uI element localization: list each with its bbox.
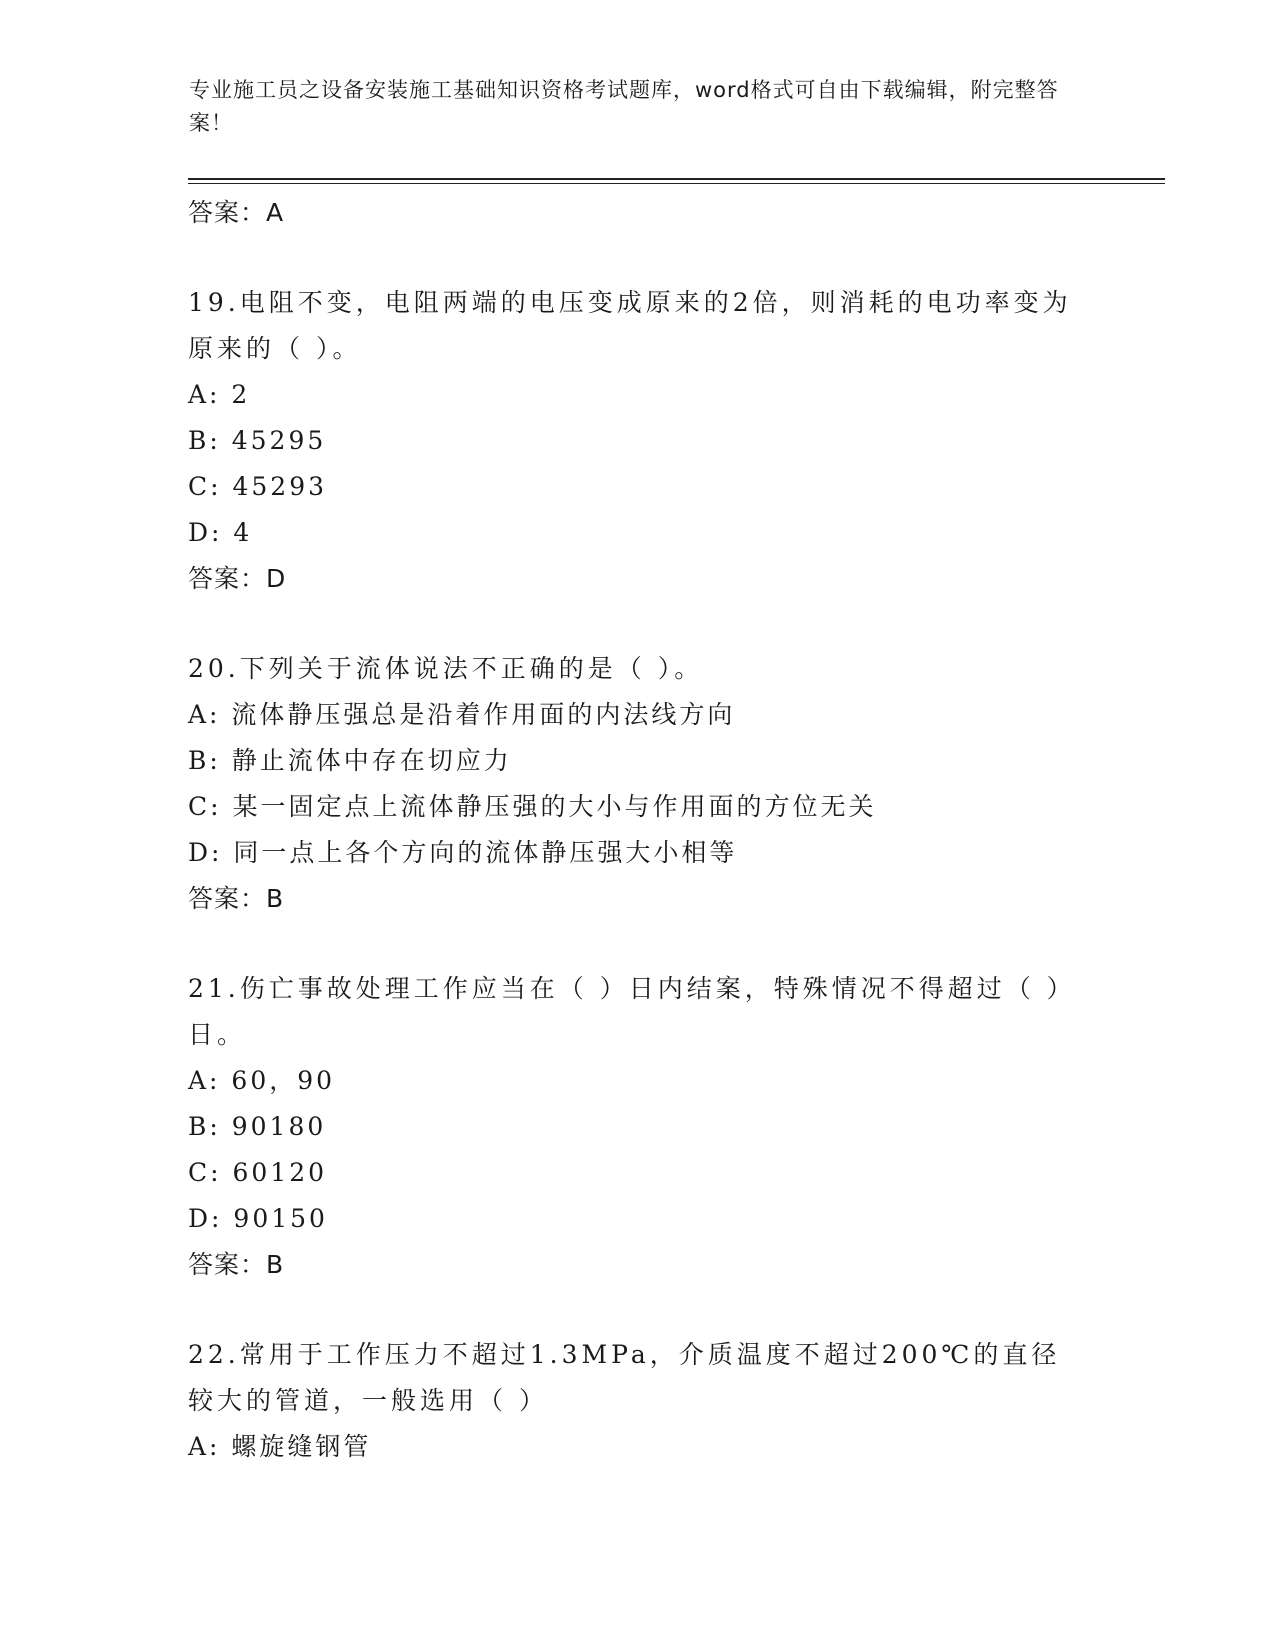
question-21-option-d: D: 90150 bbox=[188, 1204, 328, 1233]
question-19-option-a: A: 2 bbox=[188, 380, 251, 409]
question-19-option-c: C: 45293 bbox=[188, 472, 328, 501]
question-22-option-a: A: 螺旋缝钢管 bbox=[188, 1432, 372, 1461]
question-20-option-d: D: 同一点上各个方向的流体静压强大小相等 bbox=[188, 838, 738, 867]
question-21-answer: 答案：B bbox=[188, 1250, 285, 1279]
question-20-option-a: A: 流体静压强总是沿着作用面的内法线方向 bbox=[188, 700, 736, 729]
question-20: 20.下列关于流体说法不正确的是（ ）。 bbox=[188, 654, 704, 683]
question-21-option-b: B: 90180 bbox=[188, 1112, 327, 1141]
question-20-option-c: C: 某一固定点上流体静压强的大小与作用面的方位无关 bbox=[188, 792, 877, 821]
question-19-option-d: D: 4 bbox=[188, 518, 253, 547]
document-header: 专业施工员之设备安装施工基础知识资格考试题库，word格式可自由下载编辑，附完整答案！ bbox=[189, 78, 1059, 135]
question-21-option-a: A: 60，90 bbox=[188, 1066, 336, 1095]
question-19: 19.电阻不变，电阻两端的电压变成原来的2倍，则消耗的电功率变为原来的（ ）。 bbox=[188, 288, 1072, 363]
question-20-answer: 答案：B bbox=[188, 884, 285, 913]
previous-answer: 答案：A bbox=[188, 198, 285, 227]
question-list bbox=[188, 190, 1088, 1470]
question-22: 22.常用于工作压力不超过1.3MPa，介质温度不超过200℃的直径较大的管道，一般选用（ ） bbox=[188, 1340, 1061, 1415]
question-20-option-b: B: 静止流体中存在切应力 bbox=[188, 746, 512, 775]
question-21: 21.伤亡事故处理工作应当在（ ）日内结案，特殊情况不得超过（ ）日。 bbox=[188, 974, 1076, 1049]
question-19-answer: 答案：D bbox=[188, 564, 287, 593]
header-rule-thin bbox=[188, 183, 1165, 184]
header-rule-thick bbox=[188, 178, 1165, 180]
question-21-option-c: C: 60120 bbox=[188, 1158, 328, 1187]
question-19-option-b: B: 45295 bbox=[188, 426, 327, 455]
